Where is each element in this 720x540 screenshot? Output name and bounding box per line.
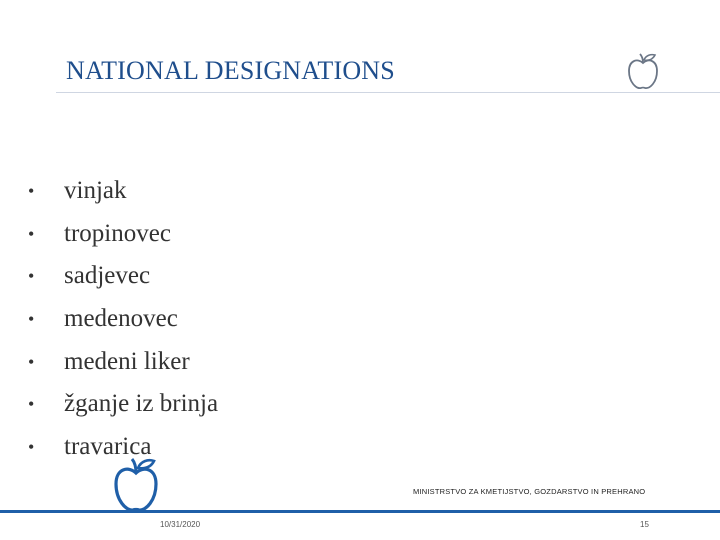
designations-list bbox=[28, 176, 218, 475]
page-number: 15 bbox=[640, 520, 649, 529]
list-item bbox=[28, 219, 218, 262]
list-item-label: medeni liker bbox=[64, 347, 190, 375]
bullet: • bbox=[28, 266, 35, 287]
bullet: • bbox=[28, 181, 35, 201]
title-divider bbox=[56, 92, 720, 93]
slide-date: 10/31/2020 bbox=[160, 520, 201, 529]
bullet: • bbox=[28, 223, 35, 244]
bullet: • bbox=[28, 351, 35, 372]
bullet: • bbox=[28, 437, 35, 458]
list-item bbox=[28, 176, 218, 219]
list-item-label: travarica bbox=[64, 433, 152, 461]
list-item-label: medenovec bbox=[64, 305, 178, 333]
ministry-name: MINISTRSTVO ZA KMETIJSTVO, GOZDARSTVO IN PREHRANO bbox=[413, 487, 646, 496]
slide-title: NATIONAL DESIGNATIONS bbox=[66, 56, 395, 85]
list-item-label: sadjevec bbox=[64, 262, 151, 290]
list-item-label: tropinovec bbox=[64, 219, 171, 247]
apple-outline-icon bbox=[624, 52, 662, 92]
list-item-label: vinjak bbox=[64, 177, 127, 204]
list-item bbox=[28, 389, 218, 432]
apple-logo-icon bbox=[108, 456, 164, 516]
bullet: • bbox=[28, 309, 35, 330]
bullet: • bbox=[28, 394, 35, 415]
list-item bbox=[28, 261, 218, 304]
footer-divider bbox=[0, 510, 720, 513]
list-item bbox=[28, 304, 218, 347]
list-item-label: žganje iz brinja bbox=[64, 390, 219, 418]
list-item bbox=[28, 347, 218, 390]
